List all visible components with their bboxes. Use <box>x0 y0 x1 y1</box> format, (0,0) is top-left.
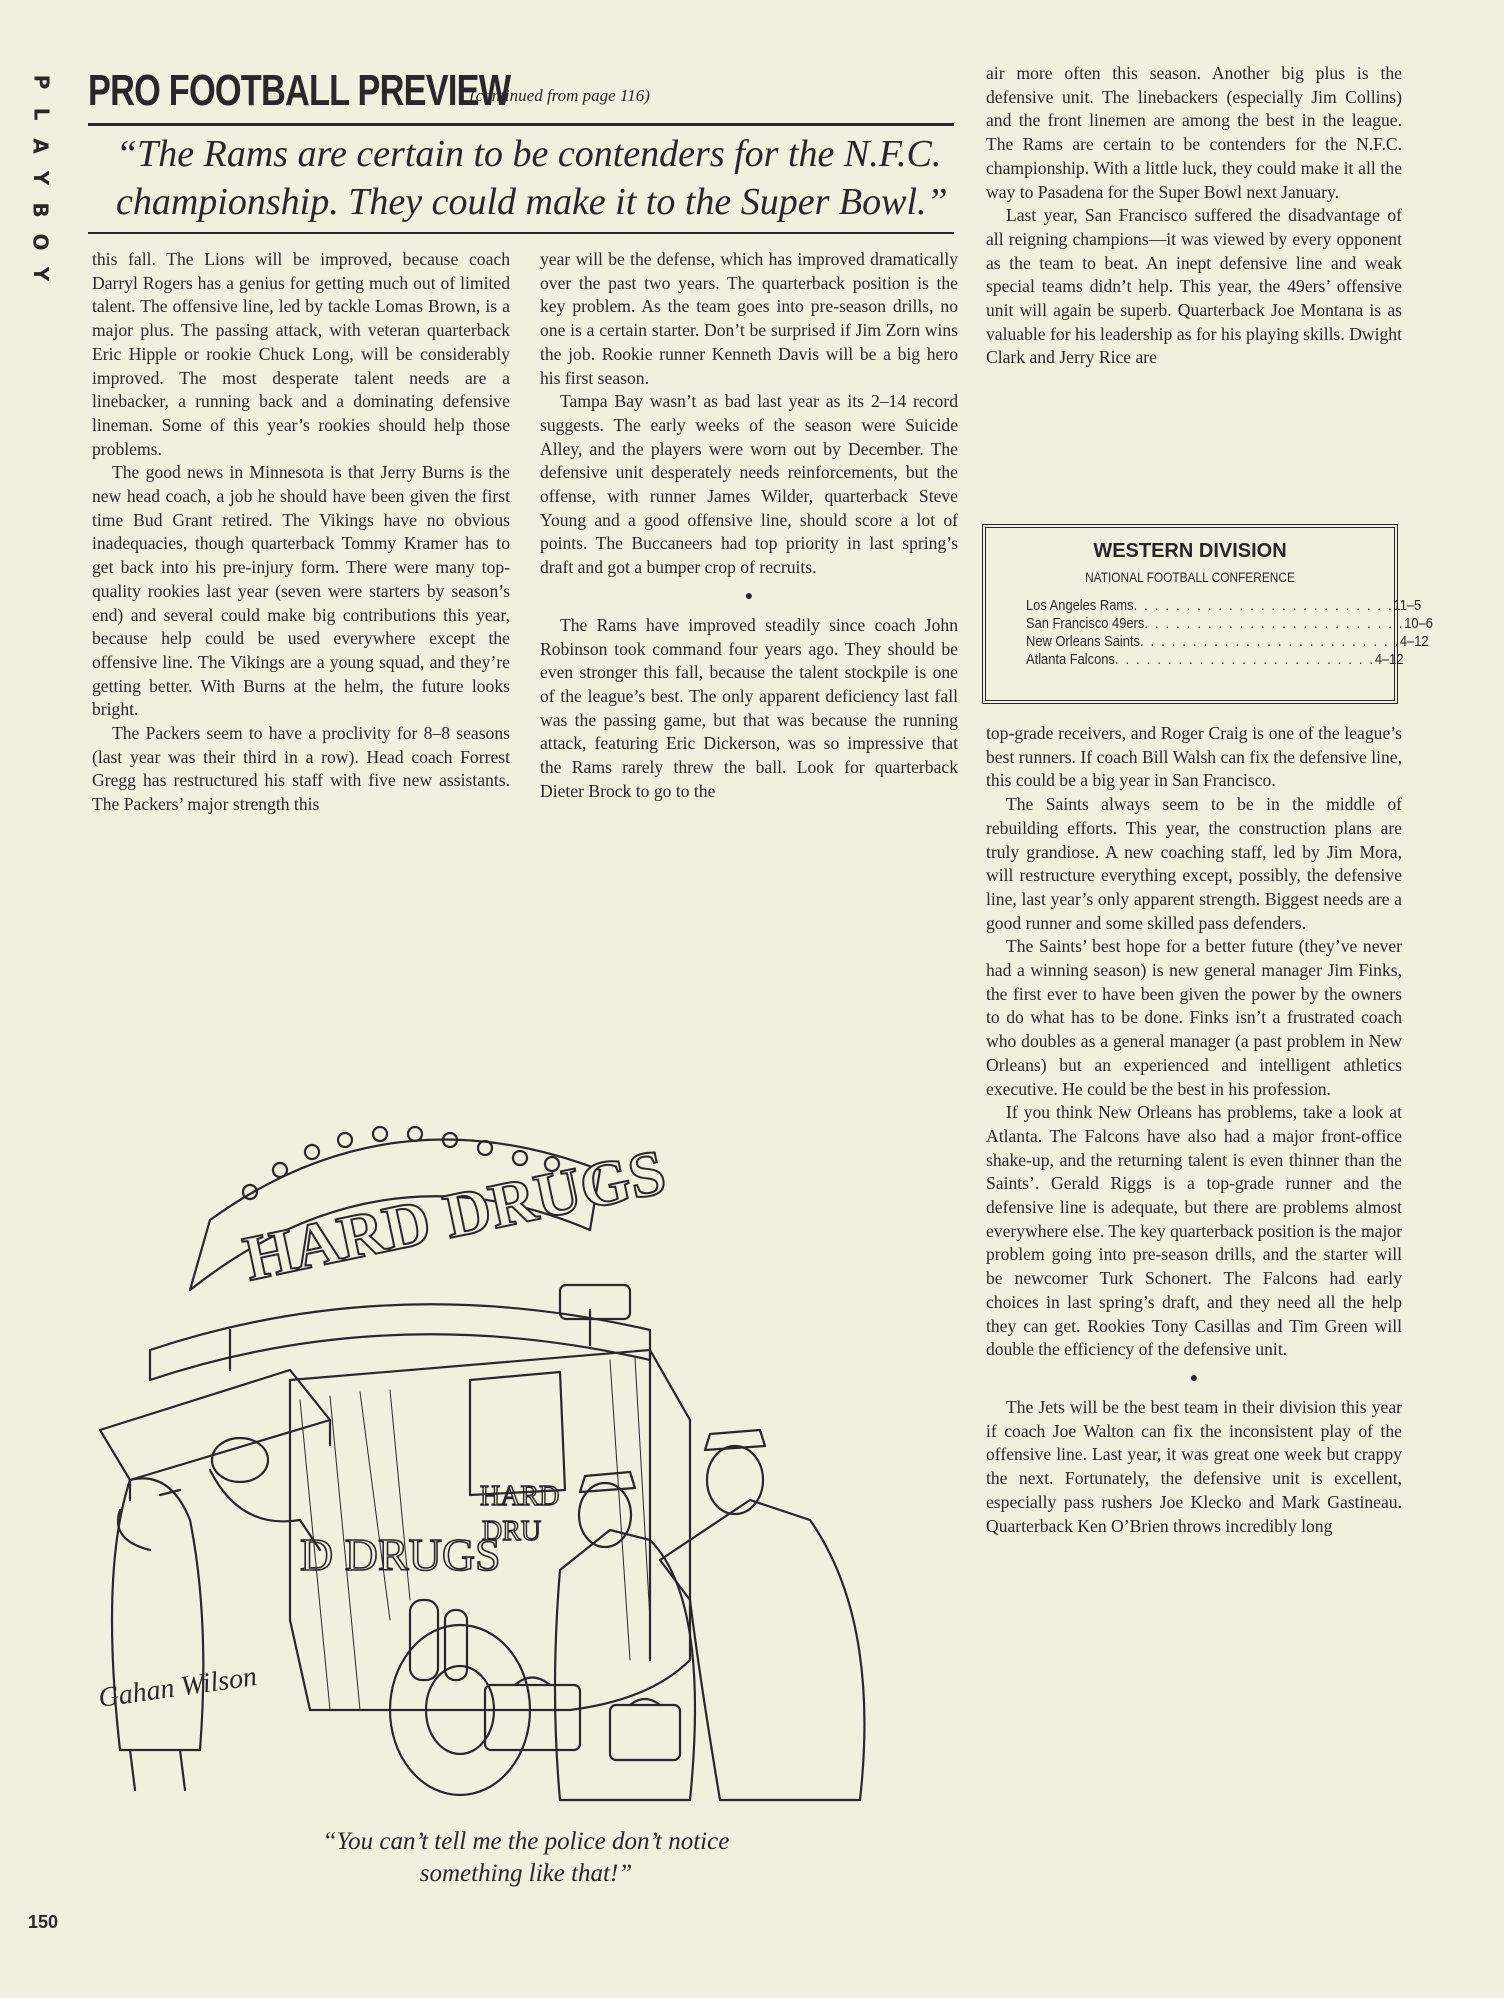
paragraph: If you think New Orleans has problems, take a look at Atlanta. The Falcons have also had a major front-office shake-up, and the returning talent is even thinner than the Saints’. Gerald Riggs is a top-grade runner and the defensive line is adequate, but there are problems almost everywhere else. The key quarterback position is the major problem going into pre-season drills, and the starter will be newcomer Turk Schonert. The Falcons had early choices in last spring’s draft, and they need all the help they can get. Rookies Tony Casillas and Tim Green will double the efficiency of the defensive unit. <box>986 1102 1402 1360</box>
paragraph: The Packers seem to have a proclivity for 8–8 seasons (last year was their third in a row). Head coach Forrest Gregg has restructured his staff with five new assistants. The Packers’ major strength this <box>92 723 510 815</box>
team-name: New Orleans Saints <box>1026 633 1141 650</box>
caption-line: something like that!” <box>419 1860 633 1887</box>
cartoon-side-text-3: D DRUGS <box>300 1529 501 1580</box>
paragraph: air more often this season. Another big plus is the defensive unit. The linebackers (especially Jim Collins) and the front linemen are among the best in the league. The Rams are certain to be contenders for the N.F.C. championship. With a little luck, they could make it all the way to Pasadena for the Super Bowl next January. <box>986 63 1402 202</box>
column-3-top <box>986 62 1402 370</box>
team-name: Los Angeles Rams <box>1026 597 1134 614</box>
masthead-letter: Y <box>28 266 53 282</box>
pull-quote-line: “The Rams are certain to be contenders for the N.F.C. <box>116 133 942 175</box>
masthead-letter: O <box>28 233 53 251</box>
team-name: Atlanta Falcons <box>1026 651 1115 668</box>
paragraph: The Rams have improved steadily since coach John Robinson took command four years ago. They should be even stronger this fall, because the talent stockpile is one of the league’s best. The only apparent deficiency last fall was the passing game, but that was because the running attack, featuring Eric Dickerson, was so impressive that the Rams rarely threw the ball. Look for quarterback Dieter Brock to go to the <box>540 614 958 801</box>
paragraph: year will be the defense, which has improved dramatically over the past two years. The quarterback position is the key problem. As the team goes into pre-season drills, no one is a certain starter. Don’t be surprised if Jim Zorn wins the job. Rookie runner Kenneth Davis will be a big hero his first season. <box>540 249 958 388</box>
team-name: San Francisco 49ers <box>1026 615 1145 632</box>
team-record: 4–12 <box>1374 651 1404 668</box>
cartoon-illustration <box>90 1100 920 1820</box>
page-number: 150 <box>28 1912 59 1932</box>
vertical-masthead <box>30 66 52 290</box>
header-rule <box>88 123 954 126</box>
cartoon-caption <box>226 1826 826 1890</box>
cartoonist-signature: Gahan Wilson <box>96 1661 259 1714</box>
paragraph: The Saints’ best hope for a better future (they’ve never had a winning season) is new general manager Jim Finks, the first ever to have been given the power by the owners to do what has to be done. Finks isn’t a frustrated coach who doubles as a general manager (a past problem in New Orleans) but an experienced and intelligent athletics executive. He could be the best in his profession. <box>986 936 1402 1099</box>
standings-row: Los Angeles Rams . . . . . . . . . . . . . . . . . . . . . . . . . 11–5 <box>1026 597 1422 614</box>
team-record: 11–5 <box>1393 597 1422 614</box>
column-3-bottom <box>986 722 1402 1538</box>
pull-quote <box>116 130 954 226</box>
paragraph: Tampa Bay wasn’t as bad last year as its 2–14 record suggests. The early weeks of the season were Suicide Alley, and the players were worn out by December. The defensive unit desperately needs reinforcements, but the offense, with runner James Wilder, quarterback Steve Young and a good offensive line, should score a lot of points. The Buccaneers had top priority in last spring’s draft and got a bumper crop of recruits. <box>540 391 958 578</box>
masthead-letter: L <box>29 107 53 121</box>
cartoon-side-text-1: HARD <box>480 1481 560 1512</box>
team-record: 10–6 <box>1404 615 1433 632</box>
standings-box <box>982 524 1433 704</box>
continued-note: (continued from page 116) <box>470 86 650 105</box>
masthead-letter: A <box>28 138 53 154</box>
masthead-letter: B <box>29 202 53 218</box>
paragraph: Last year, San Francisco suffered the disadvantage of all reigning champions—it was viewed by every opponent as the team to beat. An inept defensive line and weak special teams didn’t help. This year, the 49ers’ offensive unit will again be superb. Quarterback Joe Montana is as valuable for his leadership as for his playing skills. Dwight Clark and Jerry Rice are <box>986 205 1402 368</box>
paragraph: top-grade receivers, and Roger Craig is one of the league’s best runners. If coach Bill Walsh can fix the defensive line, this could be a big year in San Francisco. <box>986 723 1402 791</box>
pull-quote-rule <box>88 232 954 234</box>
masthead-letter: Y <box>28 170 53 186</box>
cartoon-sign-text: HARD DRUGS <box>237 1135 672 1295</box>
caption-line: “You can’t tell me the police don’t notice <box>322 1828 730 1855</box>
article-header <box>88 66 954 122</box>
paragraph: this fall. The Lions will be improved, because coach Darryl Rogers has a genius for getting much out of limited talent. The offensive line, led by tackle Lomas Brown, is a major plus. The passing attack, with veteran quarterback Eric Hipple or rookie Chuck Long, will be considerably improved. The most desperate talent needs are a linebacker, a running back and a dominating defensive lineman. Some of this year’s rookies should help those problems. <box>92 249 510 459</box>
standings-rows <box>1026 597 1433 669</box>
standings-row: San Francisco 49ers . . . . . . . . . . . . . . . . . . . . . . . . . 10–6 <box>1026 615 1433 632</box>
paragraph: The Saints always seem to be in the middle of rebuilding efforts. This year, the construction plans are truly grandiose. A new coaching staff, led by Jim Mora, will restructure everything except, possibly, the defensive line, last year’s only apparent strength. Biggest needs are a good runner and some skilled pass defenders. <box>986 794 1402 933</box>
paragraph: The Jets will be the best team in their division this year if coach Joe Walton can fix the inconsistent play of the offensive line. Last year, it was great one week but crappy the next. Fortunately, the defensive unit is excellent, especially pass rushers Joe Klecko and Mark Gastineau. Quarterback Ken O’Brien throws incredibly long <box>986 1396 1402 1536</box>
masthead-letter: P <box>28 74 53 90</box>
cartoon-side-text-2: DRU <box>482 1516 542 1547</box>
section-bullet: ● <box>1189 1370 1199 1386</box>
section-title: PRO FOOTBALL PREVIEW <box>88 66 511 115</box>
pull-quote-line: championship. They could make it to the Super Bowl.” <box>116 181 948 223</box>
standings-subtitle: NATIONAL FOOTBALL CONFERENCE <box>1085 569 1295 585</box>
column-2 <box>540 248 958 803</box>
standings-row: New Orleans Saints . . . . . . . . . . . . . . . . . . . . . . . . . 4–12 <box>1026 633 1429 650</box>
column-1 <box>92 248 510 817</box>
team-record: 4–12 <box>1399 633 1429 650</box>
section-bullet: ● <box>744 588 754 604</box>
standings-title: WESTERN DIVISION <box>1093 540 1287 562</box>
paragraph: The good news in Minnesota is that Jerry Burns is the new head coach, a job he should have been given the first time Bud Grant retired. The Vikings have no obvious inadequacies, though quarterback Tommy Kramer has to get back into his pre-injury form. There were many top-quality rookies last year (seven were starters by season’s end) and several could make big contributions this year, because help could be used everywhere except the offensive line. The Vikings are a young squad, and they’re getting better. With Burns at the helm, the future looks bright. <box>92 462 510 720</box>
standings-row: Atlanta Falcons . . . . . . . . . . . . . . . . . . . . . . . . . 4–12 <box>1026 651 1404 668</box>
